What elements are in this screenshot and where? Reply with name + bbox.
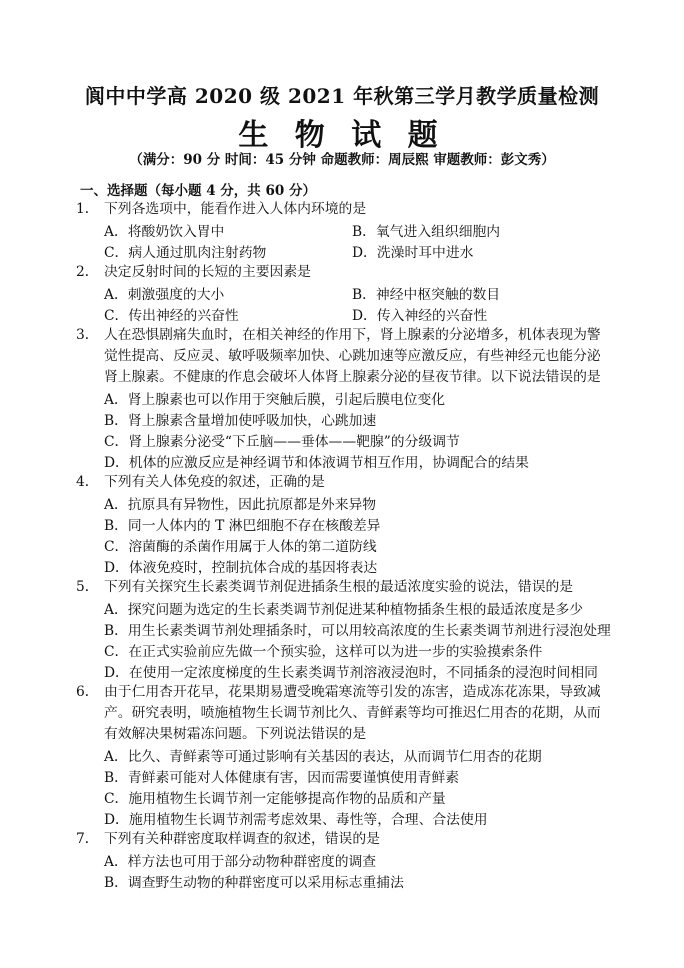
option-b: B．青鲜素可能对人体健康有害，因而需要谨慎使用青鲜素 (104, 770, 460, 786)
question-stem-line: 肾上腺素。不健康的作息会破坏人体肾上腺素分泌的昼夜节律。以下说法错误的是 (104, 369, 601, 385)
question-number: 5． (76, 579, 99, 595)
option-d: D．施用植物生长调节剂需考虑效果、毒性等，合理、合法使用 (104, 812, 488, 828)
question-stem-line: 觉性提高、反应灵、敏呼吸频率加快、心跳加速等应激反应，有些神经元也能分泌 (104, 348, 601, 364)
option-b: B．同一人体内的 T 淋巴细胞不存在核酸差异 (104, 518, 381, 534)
question-number: 2． (76, 264, 99, 280)
option-b: B．用生长素类调节剂处理插条时，可以用较高浓度的生长素类调节剂进行浸泡处理 (104, 623, 611, 639)
option-a: A．比久、青鲜素等可通过影响有关基因的表达，从而调节仁用杏的花期 (104, 749, 542, 765)
question-stem: 下列有关种群密度取样调查的叙述，错误的是 (104, 831, 380, 847)
question-stem-line: 人在恐惧剧痛失血时，在相关神经的作用下，肾上腺素的分泌增多，机体表现为警 (104, 327, 601, 343)
section-heading: 一、选择题（每小题 4 分，共 60 分） (80, 183, 316, 199)
option-a: A．将酸奶饮入胃中 (104, 224, 225, 240)
option-a: A．探究问题为选定的生长素类调节剂促进某种植物插条生根的最适浓度是多少 (104, 602, 584, 618)
option-a: A．刺激强度的大小 (104, 287, 225, 303)
option-d: D．机体的应激反应是神经调节和体液调节相互作用，协调配合的结果 (104, 455, 529, 471)
option-c: C．肾上腺素分泌受“下丘脑——垂体——靶腺”的分级调节 (104, 434, 460, 450)
question-number: 3． (76, 327, 99, 343)
option-b: B．氧气进入组织细胞内 (352, 224, 501, 240)
question-stem-line: 有效解决果树霜冻问题。下列说法错误的是 (104, 726, 367, 742)
question-number: 1． (76, 201, 99, 217)
question-stem: 下列有关探究生长素类调节剂促进插条生根的最适浓度实验的说法，错误的是 (104, 579, 574, 595)
subject-title: 生 物 试 题 (238, 118, 446, 153)
option-b: B．调查野生动物的种群密度可以采用标志重捕法 (104, 875, 404, 891)
option-c: C．施用植物生长调节剂一定能够提高作物的品质和产量 (104, 791, 446, 807)
question-stem: 决定反射时间的长短的主要因素是 (104, 264, 311, 280)
option-c: C．传出神经的兴奋性 (104, 308, 239, 324)
question-number: 7． (76, 831, 99, 847)
option-d: D．在使用一定浓度梯度的生长素类调节剂溶液浸泡时，不同插条的浸泡时间相同 (104, 665, 598, 681)
exam-meta: （满分：90 分 时间：45 分钟 命题教师：周辰熙 审题教师：彭文秀） (129, 152, 555, 168)
question-stem: 下列各选项中，能看作进入人体内环境的是 (104, 201, 367, 217)
option-b: B．神经中枢突触的数目 (352, 287, 501, 303)
option-a: A．肾上腺素也可以作用于突触后膜，引起后膜电位变化 (104, 392, 446, 408)
option-a: A．样方法也可用于部分动物种群密度的调查 (104, 854, 377, 870)
question-stem-line: 产。研究表明，喷施植物生长调节剂比久、青鲜素等均可推迟仁用杏的花期，从而 (104, 705, 601, 721)
option-c: C．病人通过肌肉注射药物 (104, 245, 267, 261)
question-stem: 下列有关人体免疫的叙述，正确的是 (104, 474, 325, 490)
option-d: D．传入神经的兴奋性 (352, 308, 488, 324)
exam-title: 阆中中学高 2020 级 2021 年秋第三学月教学质量检测 (84, 84, 600, 108)
option-c: C．溶菌酶的杀菌作用属于人体的第二道防线 (104, 539, 377, 555)
question-number: 6． (76, 684, 99, 700)
option-d: D．体液免疫时，控制抗体合成的基因将表达 (104, 560, 378, 576)
question-stem-line: 由于仁用杏开花早，花果期易遭受晚霜寒流等引发的冻害，造成冻花冻果，导致减 (104, 684, 601, 700)
option-a: A．抗原具有异物性，因此抗原都是外来异物 (104, 497, 377, 513)
option-d: D．洗澡时耳中进水 (352, 245, 474, 261)
question-number: 4． (76, 474, 99, 490)
option-b: B．肾上腺素含量增加使呼吸加快，心跳加速 (104, 413, 377, 429)
option-c: C．在正式实验前应先做一个预实验，这样可以为进一步的实验摸索条件 (104, 644, 543, 660)
